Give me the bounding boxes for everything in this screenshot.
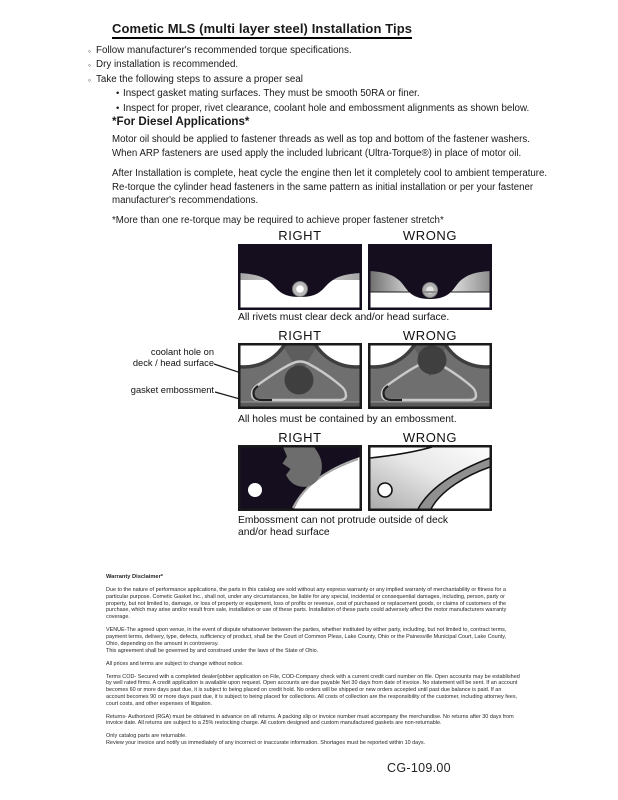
embossment-caption: Embossment can not protrude outside of deck and/or head surface <box>238 515 449 538</box>
embossment-right-diagram <box>238 445 362 511</box>
returns-paragraph: Returns- Authorized (RGA) must be obtained in advance on all returns. A packing slip or invoice number must accompany the merchandise. No returns after 30 days from invoice date. All returns are subject to a 25% restocking charge. All custom designed and custom manufactured gaskets are non-returnable. <box>106 713 514 727</box>
gasket-embossment-label: gasket embossment <box>130 385 214 395</box>
warranty-paragraph: Due to the nature of performance applications, the parts in this catalog are sold without any express warranty or any implied warranty of merchantability or fitness for a particular purpose. Cometic Gasket Inc., shall not, under any circumstances, be liable for any special, incidental or consequential damages, including, person, party or property, but not limited to, damage, or loss of property or equipment, loss of profits or revenue, cost of purchased or replacement goods, or claims of customers of the purchase, which may arise and/or result from sale, installation or use of these parts. Installation of these parts could adversely affect the motor manufacturers warranty coverage. <box>106 586 507 621</box>
rivets-caption: All rivets must clear deck and/or head surface. <box>238 312 450 323</box>
warranty-disclaimer-section <box>106 574 520 753</box>
tip-text: Inspect gasket mating surfaces. They must be smooth 50RA or finer. <box>123 88 420 100</box>
tip-text: Take the following steps to assure a proper seal <box>96 73 303 85</box>
list-item <box>88 58 548 72</box>
holes-right-diagram <box>238 343 362 409</box>
list-item <box>88 44 548 58</box>
diesel-heading: *For Diesel Applications* <box>112 115 250 128</box>
sub-list-item <box>116 87 548 101</box>
right-label: RIGHT <box>278 228 322 243</box>
wrong-label: WRONG <box>402 328 458 343</box>
warranty-heading: Warranty Disclaimer* <box>106 574 164 580</box>
embossment-wrong-diagram <box>368 445 492 511</box>
tip-text: Dry installation is recommended. <box>96 59 239 71</box>
sub-list-item <box>116 102 548 116</box>
right-label: RIGHT <box>278 328 322 343</box>
rivets-right-diagram <box>238 244 362 310</box>
dot-bullet-marker: • <box>116 88 120 100</box>
holes-wrong-diagram <box>368 343 492 409</box>
bolt-hole <box>378 483 392 497</box>
dot-bullet-marker: • <box>116 102 120 114</box>
governing-law-line: This agreement shall be governed by and construed under the laws of the State of Ohio. <box>106 647 319 654</box>
coolant-hole <box>418 346 447 375</box>
circle-bullet-marker: ◦ <box>88 74 92 85</box>
venue-paragraph: VENUE-The agreed upon venue, in the event of dispute whatsoever between the parties, whether instituted by either party, including, but not limited to, contract terms, payment terms, delivery, type, defects, sufficiency of product, shall be the Court of Common Pleas, Lake County, Ohio or the Painesville Municipal Court, Lake County, Ohio, depending on the amount in controversy. <box>106 627 507 647</box>
circle-bullet-marker: ◦ <box>88 46 92 56</box>
wrong-label: WRONG <box>402 228 458 243</box>
diesel-paragraph: Motor oil should be applied to fastener threads as well as top and bottom of the fastener washers. When ARP fasteners are used apply the included lubricant (Ultra-Torque®) in place of motor oil. <box>112 134 530 159</box>
review-invoice-line: Review your invoice and notify us immediately of any incorrect or inaccurate information. Shortages must be reported within 10 days. <box>106 740 426 747</box>
rivets-wrong-diagram <box>368 244 492 310</box>
retorque-note: *More than one re-torque may be required to achieve proper fastener stretch* <box>112 215 444 227</box>
holes-caption: All holes must be contained by an embossment. <box>238 414 457 425</box>
tip-text: Inspect for proper, rivet clearance, coolant hole and embossment alignments as shown below. <box>123 102 530 114</box>
tip-text: Follow manufacturer's recommended torque specifications. <box>96 45 352 56</box>
circle-bullet-marker: ◦ <box>88 60 92 71</box>
list-item <box>88 73 548 87</box>
terms-paragraph: Terms COD- Secured with a completed dealer/jobber application on File, COD-Company check with a current credit card number on file. Open accounts may be established by well rated firms. A credit application is available upon request. Open accounts are due payable Net 30 days from date of invoice. No statement will be sent. If an account becomes 60 or more days past due, it is subject to being placed on credit hold. No orders will be shipped or new orders accepted until past due balance is paid. If an account becomes 90 or more days past due, it is subject to being placed for collections. All costs of collection are the responsibility of the customer, including attorney fees, court costs, and other expenses of litigation. <box>106 673 520 707</box>
installation-tips-list <box>88 44 548 116</box>
page-title: Cometic MLS (multi layer steel) Installation Tips <box>112 21 412 39</box>
catalog-parts-line: Only catalog parts are returnable. <box>106 733 187 740</box>
diesel-paragraph: After Installation is complete, heat cycle the engine then let it completely cool to ambient temperature. Re-torque the cylinder head fasteners in the same pattern as initial installation or per your fastener manufacturer's recommendations. <box>112 168 548 207</box>
page-number: CG-109.00 <box>387 761 451 775</box>
wrong-label: WRONG <box>402 430 458 445</box>
prices-line: All prices and terms are subject to change without notice. <box>106 660 244 667</box>
diesel-applications-section <box>112 115 548 228</box>
coolant-hole-label: coolant hole on deck / head surface <box>132 347 214 368</box>
bolt-hole <box>248 483 262 497</box>
coolant-hole <box>285 366 314 395</box>
right-label: RIGHT <box>278 430 322 445</box>
